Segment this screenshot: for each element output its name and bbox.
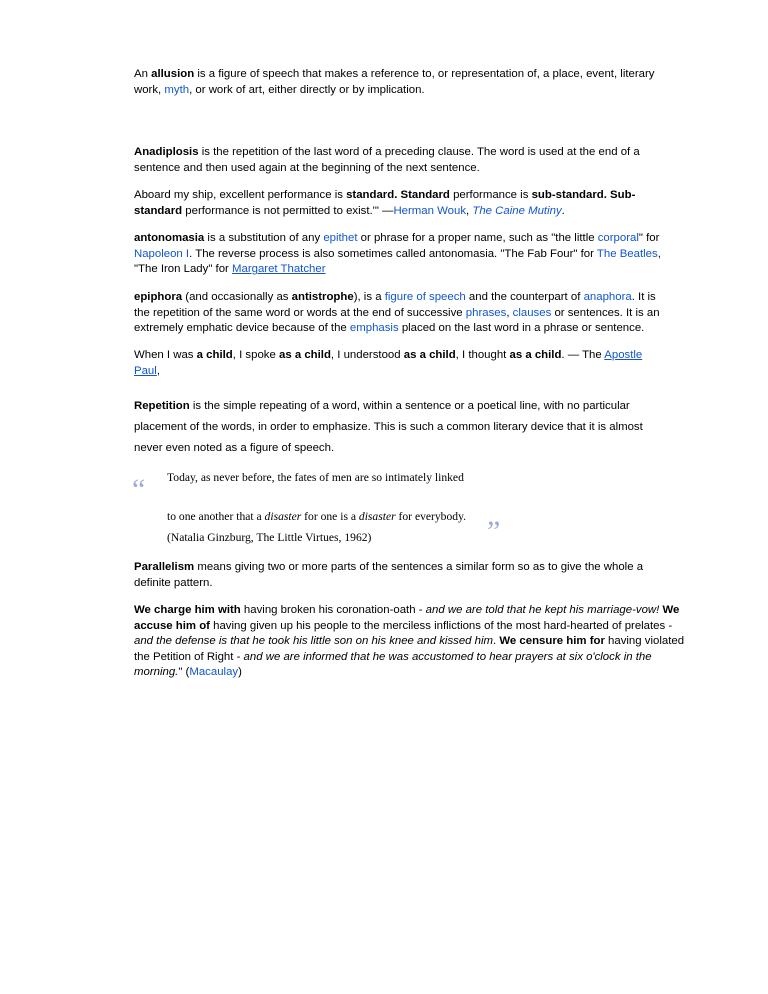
link-beatles[interactable]: The Beatles xyxy=(596,247,658,260)
term-anadiplosis: Anadiplosis xyxy=(134,146,199,158)
term-antonomasia: antonomasia xyxy=(134,232,205,244)
anadiplosis-paragraph: Anadiplosis is the repetition of the last word of a preceding clause. The word is used at the end of a sentence and then used again at the beginning of the next sentence. xyxy=(134,146,640,174)
term-allusion: allusion xyxy=(151,68,195,80)
term-antistrophe: antistrophe xyxy=(291,291,354,303)
link-caine-mutiny[interactable]: The Caine Mutiny xyxy=(472,204,562,217)
link-clauses[interactable]: clauses xyxy=(512,306,552,319)
quote-line-1: Today, as never before, the fates of men are so intimately linked xyxy=(167,471,464,484)
child-example-paragraph: When I was a child, I spoke as a child, I understood as a child, I thought as a child. — The Apostle Paul, xyxy=(134,349,643,377)
epiphora-paragraph: epiphora (and occasionally as antistrophe), is a figure of speech and the counterpart of anaphora. It is the repetition of the same word or words at the end of successive phrases, clauses or sentences. It is an extremely emphatic device because of the emphasis placed on the last word in a phrase or sentence. xyxy=(134,291,660,335)
link-epithet[interactable]: epithet xyxy=(323,232,358,244)
link-figure-of-speech[interactable]: figure of speech xyxy=(384,291,466,303)
repetition-paragraph: Repetition is the simple repeating of a word, within a sentence or a poetical line, with no particular placement of the words, in order to emphasize. This is such a common literary device that it is almost never even noted as a figure of speech. xyxy=(134,400,643,454)
close-quote-icon: ” xyxy=(487,515,501,548)
charge-example-paragraph: We charge him with having broken his coronation-oath - and we are told that he kept his marriage-vow! We accuse him of having given up his people to the merciless inflictions of the most hard-hearted of prelates - and the defense is that he took his little son on his knee and kissed him. We censure him for having violated the Petition of Right - and we are informed that he was accustomed to hear prayers at six o'clock in the morning." (Macaulay) xyxy=(134,604,685,679)
link-corporal[interactable]: corporal xyxy=(597,232,639,244)
link-apostle-paul[interactable]: Apostle Paul xyxy=(134,349,643,377)
link-margaret-thatcher[interactable]: Margaret Thatcher xyxy=(232,263,326,276)
link-anaphora[interactable]: anaphora xyxy=(583,291,632,303)
open-quote-icon: “ xyxy=(132,473,146,506)
link-phrases[interactable]: phrases xyxy=(465,306,507,319)
link-macaulay[interactable]: Macaulay xyxy=(189,666,239,679)
allusion-paragraph: An allusion is a figure of speech that makes a reference to, or representation of, a place, event, literary work, myth, or work of art, either directly or by implication. xyxy=(134,68,655,96)
link-herman-wouk[interactable]: Herman Wouk xyxy=(393,204,467,217)
term-repetition: Repetition xyxy=(134,400,190,412)
link-napoleon[interactable]: Napoleon I xyxy=(134,247,190,260)
antonomasia-paragraph: antonomasia is a substitution of any epithet or phrase for a proper name, such as "the little corporal" for Napoleon I. The reverse process is also sometimes called antonomasia. "The Fab Four" for The Beatles, "The Iron Lady" for Margaret Thatcher xyxy=(134,232,661,276)
quote-line-2: to one another that a disaster for one is a disaster for everybody. xyxy=(167,510,467,523)
parallelism-paragraph: Parallelism means giving two or more parts of the sentences a similar form so as to give the whole a definite pattern. xyxy=(134,561,644,589)
quote-citation: (Natalia Ginzburg, The Little Virtues, 1962) xyxy=(167,531,372,544)
term-epiphora: epiphora xyxy=(134,291,183,303)
ship-example-paragraph: Aboard my ship, excellent performance is standard. Standard performance is sub-standard. Sub-standard performance is not permitted to exist.'" —Herman Wouk, The Caine Mutiny. xyxy=(134,189,636,217)
link-emphasis[interactable]: emphasis xyxy=(349,322,399,335)
term-parallelism: Parallelism xyxy=(134,561,195,573)
link-myth[interactable]: myth xyxy=(164,83,190,96)
